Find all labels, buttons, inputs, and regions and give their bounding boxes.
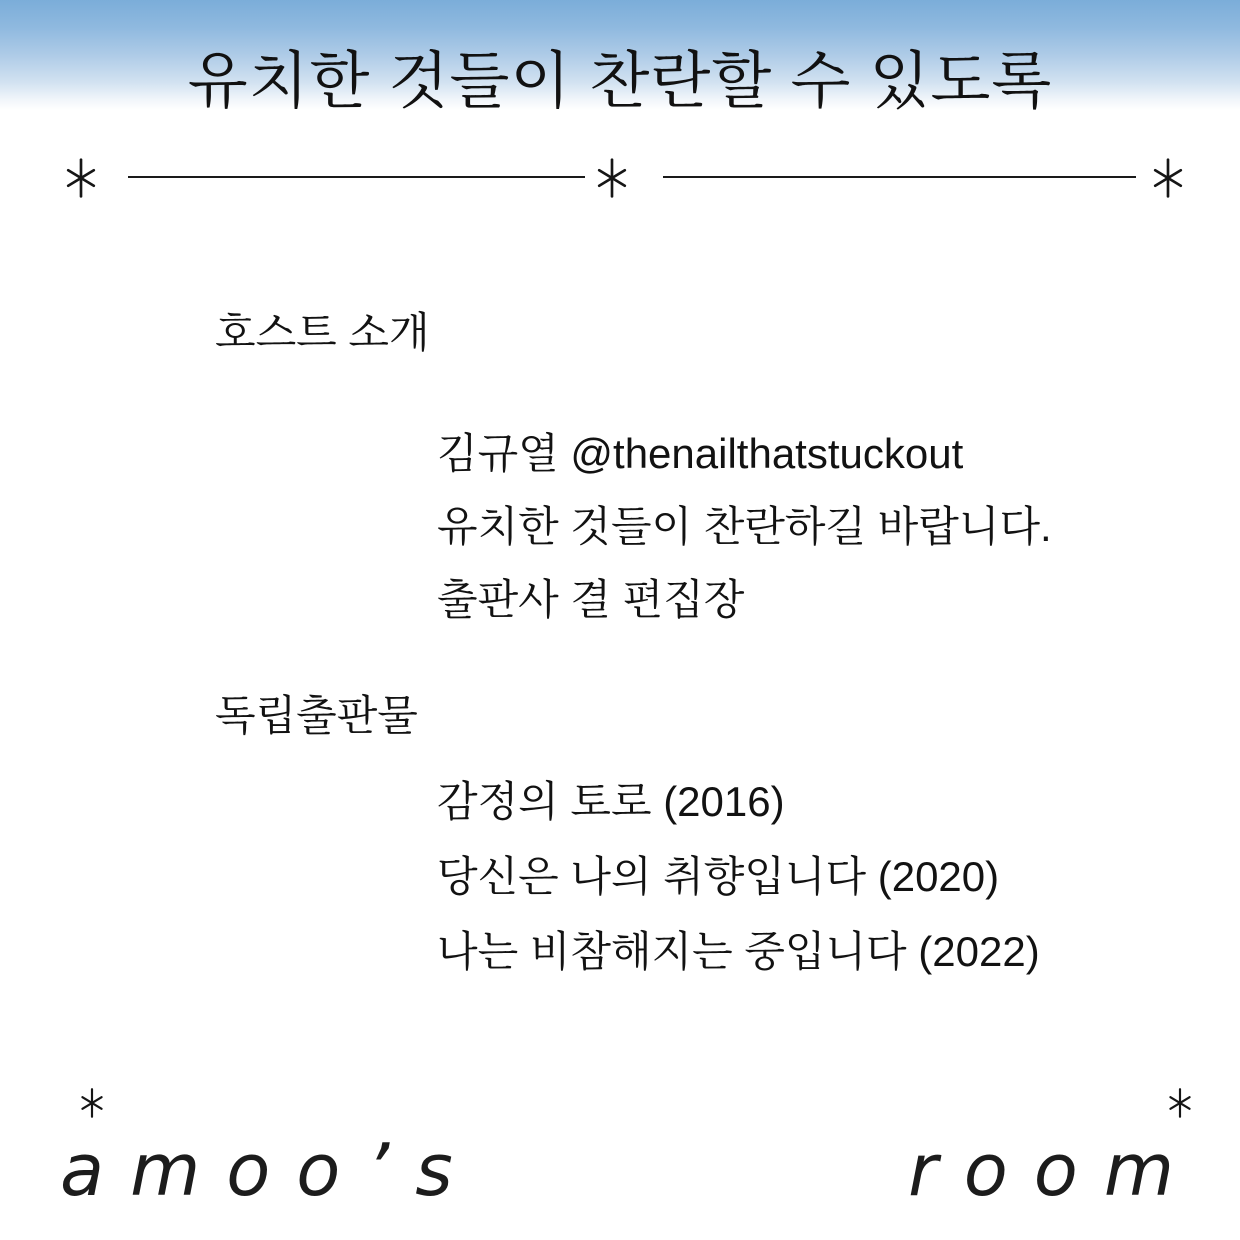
- asterisk-icon: [596, 158, 628, 198]
- page-title: 유치한 것들이 찬란할 수 있도록: [187, 47, 1053, 116]
- asterisk-icon: [1168, 1088, 1192, 1118]
- asterisk-icon: [80, 1088, 104, 1118]
- divider-line: [663, 176, 1136, 178]
- host-name-and-handle: 김규열 @thenailthatstuckout: [437, 430, 964, 477]
- brand-wordmark-right: room: [908, 1128, 1200, 1212]
- publication-item: 당신은 나의 취향입니다 (2020): [437, 853, 1000, 900]
- section-heading-host-intro: 호스트 소개: [215, 309, 430, 356]
- divider-line: [128, 176, 585, 178]
- publication-item: 감정의 토로 (2016): [437, 778, 785, 825]
- asterisk-icon: [65, 158, 97, 198]
- asterisk-icon: [1152, 158, 1184, 198]
- host-role: 출판사 결 편집장: [437, 576, 745, 623]
- host-motto: 유치한 것들이 찬란하길 바랍니다.: [437, 503, 1052, 550]
- section-heading-publications: 독립출판물: [215, 692, 418, 739]
- brand-wordmark-left: amoo’s: [60, 1128, 479, 1212]
- publication-item: 나는 비참해지는 중입니다 (2022): [437, 928, 1040, 975]
- brand-wordmark: [60, 1128, 1200, 1212]
